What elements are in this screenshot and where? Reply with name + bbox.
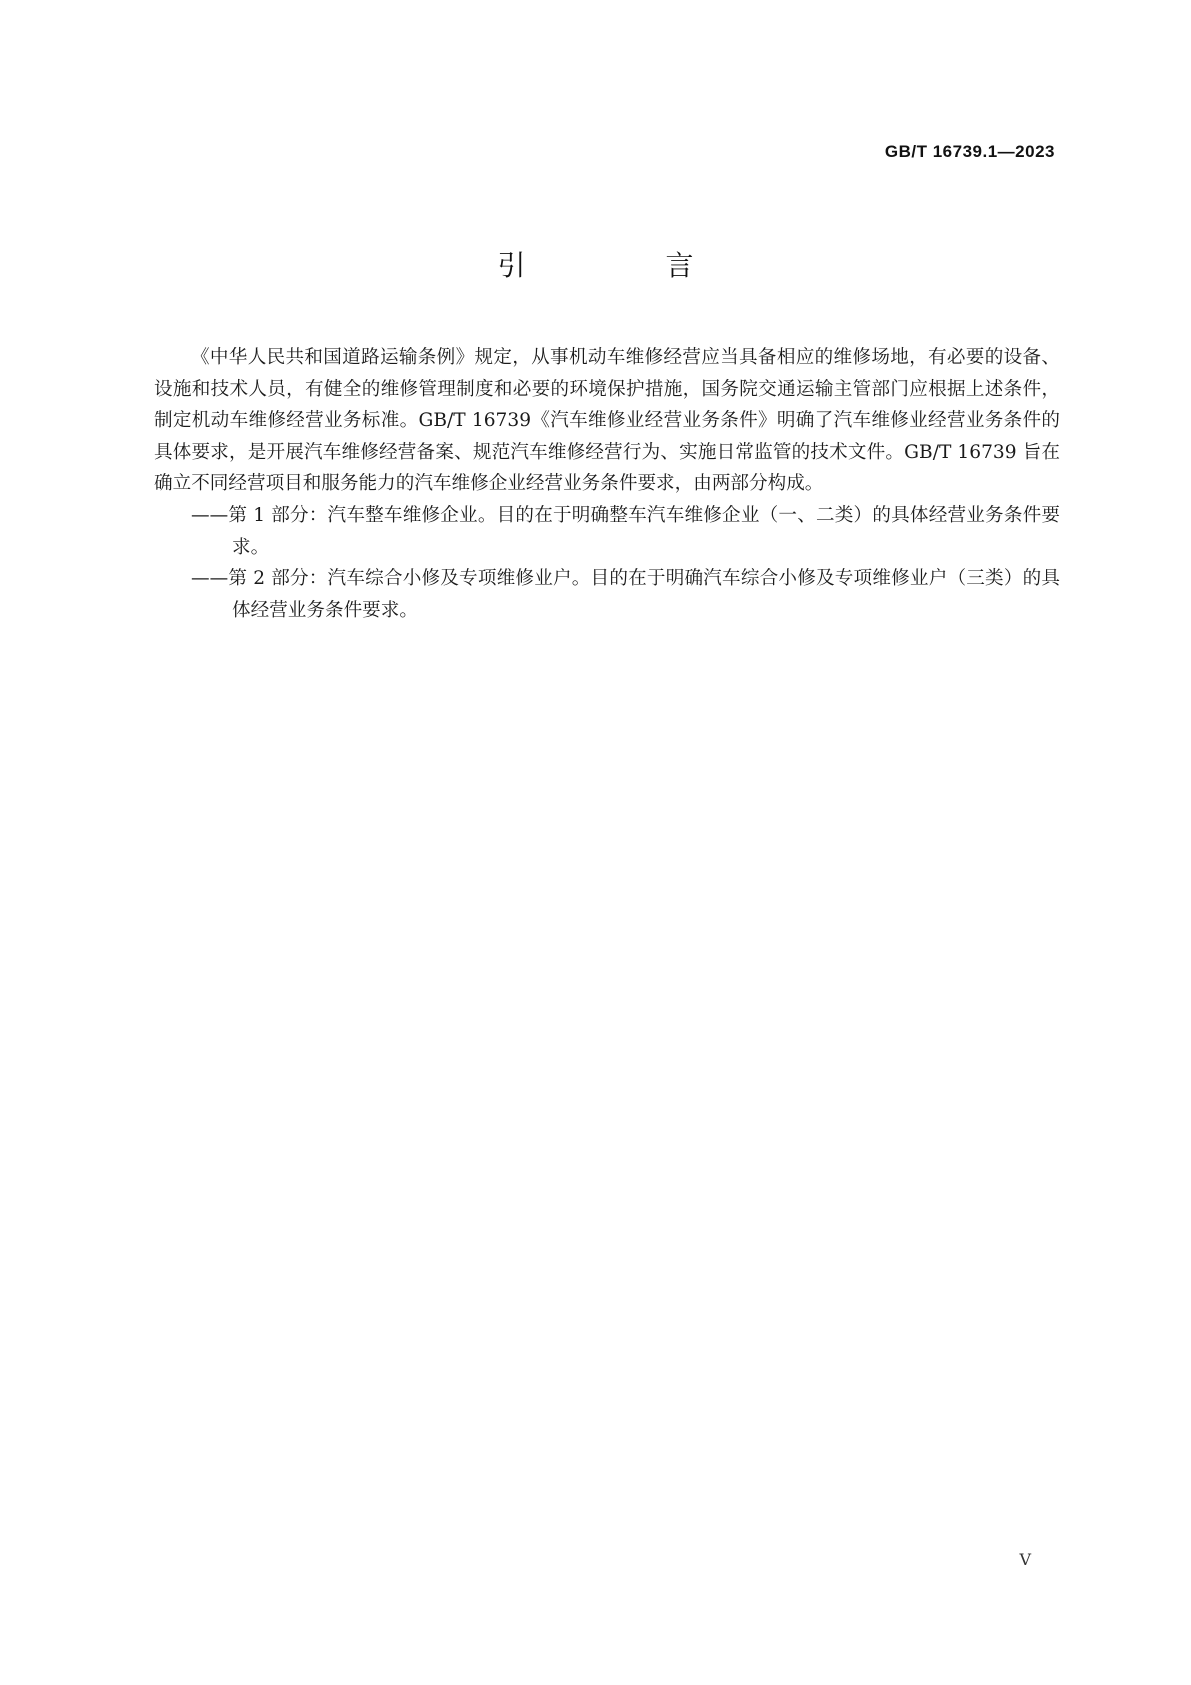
section-title: 引 言 [497, 249, 750, 282]
list-item-part-1: ——第 1 部分：汽车整车维修企业。目的在于明确整车汽车维修企业（一、二类）的具体经营业务条件要求。 [191, 504, 1060, 558]
document-body [154, 342, 1060, 626]
page-number: V [1019, 1550, 1031, 1569]
intro-paragraph: 《中华人民共和国道路运输条例》规定，从事机动车维修经营应当具备相应的维修场地，有必要的设备、设施和技术人员，有健全的维修管理制度和必要的环境保护措施，国务院交通运输主管部门应根据上述条件，制定机动车维修经营业务标准。GB/T 16739《汽车维修业经营业务条件》明确了汽车维修业经营业务条件的具体要求，是开展汽车维修经营备案、规范汽车维修经营行为、实施日常监管的技术文件。GB/T 16739 旨在确立不同经营项目和服务能力的汽车维修企业经营业务条件要求，由两部分构成。 [154, 347, 1060, 495]
standard-code: GB/T 16739.1—2023 [884, 142, 1055, 161]
list-item-part-2: ——第 2 部分：汽车综合小修及专项维修业户。目的在于明确汽车综合小修及专项维修业户（三类）的具体经营业务条件要求。 [191, 568, 1060, 621]
